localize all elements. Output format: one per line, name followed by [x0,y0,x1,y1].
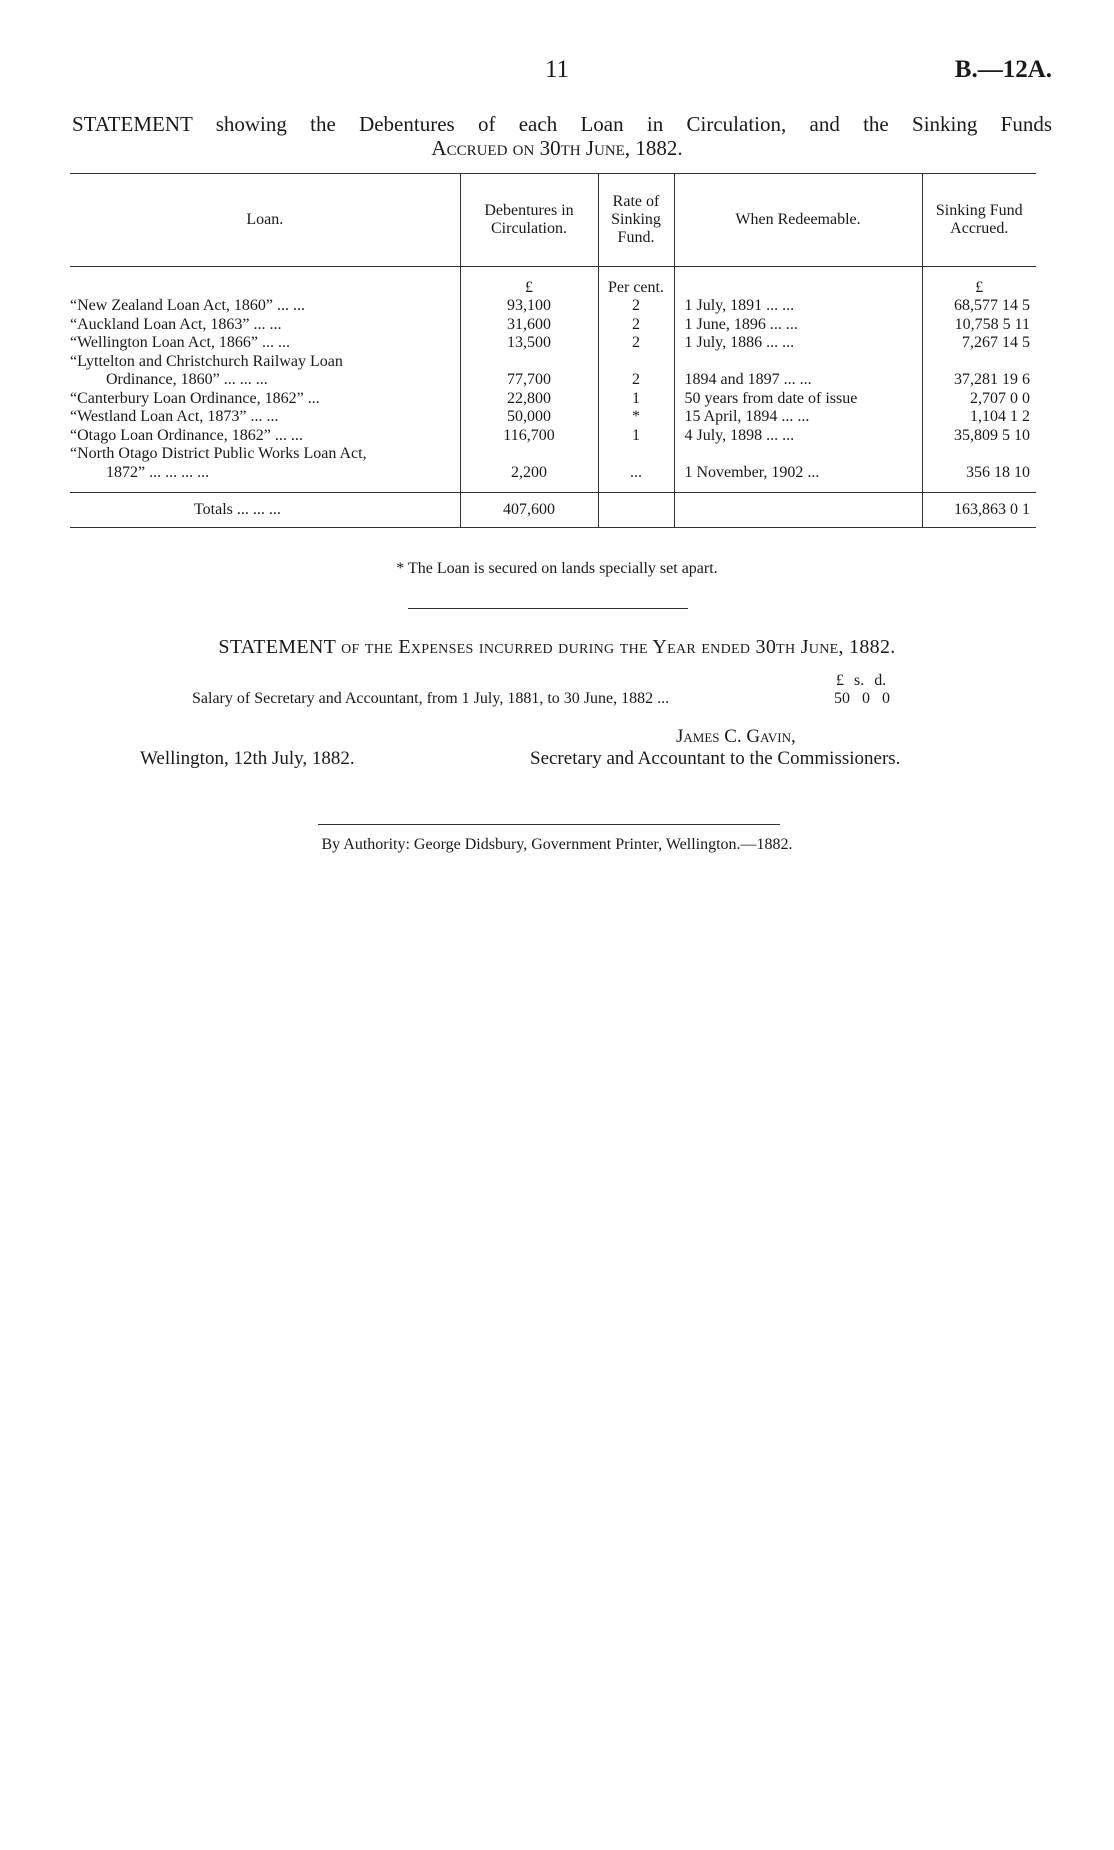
redeemable-date: 1894 and 1897 ... ... [674,371,922,390]
loan-name: “North Otago District Public Works Loan Act, [70,445,367,462]
place-date: Wellington, 12th July, 1882. [140,748,355,769]
table-row [70,464,1036,493]
loans-table [70,173,1036,528]
loan-name-continued: Ordinance, 1860” ... ... ... [106,371,268,388]
redeemable-date: 1 July, 1891 ... ... [674,297,922,316]
document-reference: B.—12A. [954,56,1052,83]
totals-row [70,493,1036,528]
table-row [70,353,1036,372]
redeemable-date: 1 June, 1896 ... ... [674,316,922,335]
redeemable-date: 15 April, 1894 ... ... [674,408,922,427]
fund-value: 37,281 19 6 [922,371,1036,390]
loan-name: “Auckland Loan Act, 1863” ... ... [70,315,282,333]
fund-value: 7,267 14 5 [922,334,1036,353]
loan-name: “Canterbury Loan Ordinance, 1862” ... [70,389,320,407]
column-header-debentures: Debentures in Circulation. [460,174,598,267]
debentures-value: 93,100 [460,297,598,316]
table-row [70,334,1036,353]
debentures-value: 2,200 [460,464,598,493]
rate-value: 2 [598,334,674,353]
debentures-value: 31,600 [460,316,598,335]
fund-value: 1,104 1 2 [922,408,1036,427]
table-row [70,390,1036,409]
debentures-value: 13,500 [460,334,598,353]
fund-value: 68,577 14 5 [922,297,1036,316]
table-row [70,371,1036,390]
loan-name: “Lyttelton and Christchurch Railway Loan [70,352,343,370]
redeemable-date: 4 July, 1898 ... ... [674,427,922,446]
rate-value: 2 [598,371,674,390]
fund-value: 2,707 0 0 [922,390,1036,409]
expense-amount: 50 0 0 [834,690,890,707]
units-row [70,267,1036,298]
debentures-value: 50,000 [460,408,598,427]
loan-name-continued: 1872” ... ... ... ... [106,463,210,481]
table-row [70,445,1036,464]
rate-value: 2 [598,297,674,316]
rate-value: 1 [598,427,674,446]
loan-name: “Westland Loan Act, 1873” ... ... [70,408,279,425]
printer-divider [318,824,780,825]
signatory-name: James C. Gavin, [676,726,796,747]
statement-title-line-2: Accrued on 30th June, 1882. [431,136,683,160]
loan-name: “Wellington Loan Act, 1866” ... ... [70,334,290,351]
table-footnote: * The Loan is secured on lands specially set apart. [396,560,718,577]
loan-name: “New Zealand Loan Act, 1860” ... ... [70,297,306,314]
currency-units: £ s. d. [836,672,887,689]
column-header-rate: Rate of Sinking Fund. [598,174,674,267]
totals-label: Totals ... ... ... [70,493,460,528]
debentures-value: 22,800 [460,390,598,409]
signatory-role: Secretary and Accountant to the Commissioners. [530,748,901,769]
rate-value: * [598,408,674,427]
page-number: 11 [544,56,570,83]
expenses-title: STATEMENT of the Expenses incurred during the Year ended 30th June, 1882. [218,636,896,658]
printer-imprint: By Authority: George Didsbury, Government Printer, Wellington.—1882. [321,836,793,853]
column-header-redeemable: When Redeemable. [674,174,922,267]
table-row [70,316,1036,335]
totals-debentures: 407,600 [460,493,598,528]
rate-value: ... [598,464,674,493]
totals-fund: 163,863 0 1 [922,493,1036,528]
redeemable-date: 1 November, 1902 ... [674,464,922,493]
debentures-value: 116,700 [460,427,598,446]
rate-value: 2 [598,316,674,335]
column-header-loan: Loan. [70,174,460,267]
statement-title-line-1: STATEMENT showing the Debentures of each Loan in Circulation, and the Sinking Funds [72,112,1052,136]
table-header-row [70,174,1036,267]
unit-rate: Per cent. [598,267,674,298]
table-row [70,408,1036,427]
loan-name: “Otago Loan Ordinance, 1862” ... ... [70,426,303,444]
table-row [70,297,1036,316]
fund-value: 35,809 5 10 [922,427,1036,446]
section-divider [408,608,688,609]
unit-fund: £ [922,267,1036,298]
debentures-value: 77,700 [460,371,598,390]
fund-value: 10,758 5 11 [922,316,1036,335]
redeemable-date: 1 July, 1886 ... ... [674,334,922,353]
rate-value: 1 [598,390,674,409]
column-header-fund: Sinking Fund Accrued. [922,174,1036,267]
expense-item: Salary of Secretary and Accountant, from 1 July, 1881, to 30 June, 1882 ... [192,690,670,707]
redeemable-date: 50 years from date of issue [674,390,922,409]
unit-debentures: £ [460,267,598,298]
fund-value: 356 18 10 [922,464,1036,493]
table-row [70,427,1036,446]
